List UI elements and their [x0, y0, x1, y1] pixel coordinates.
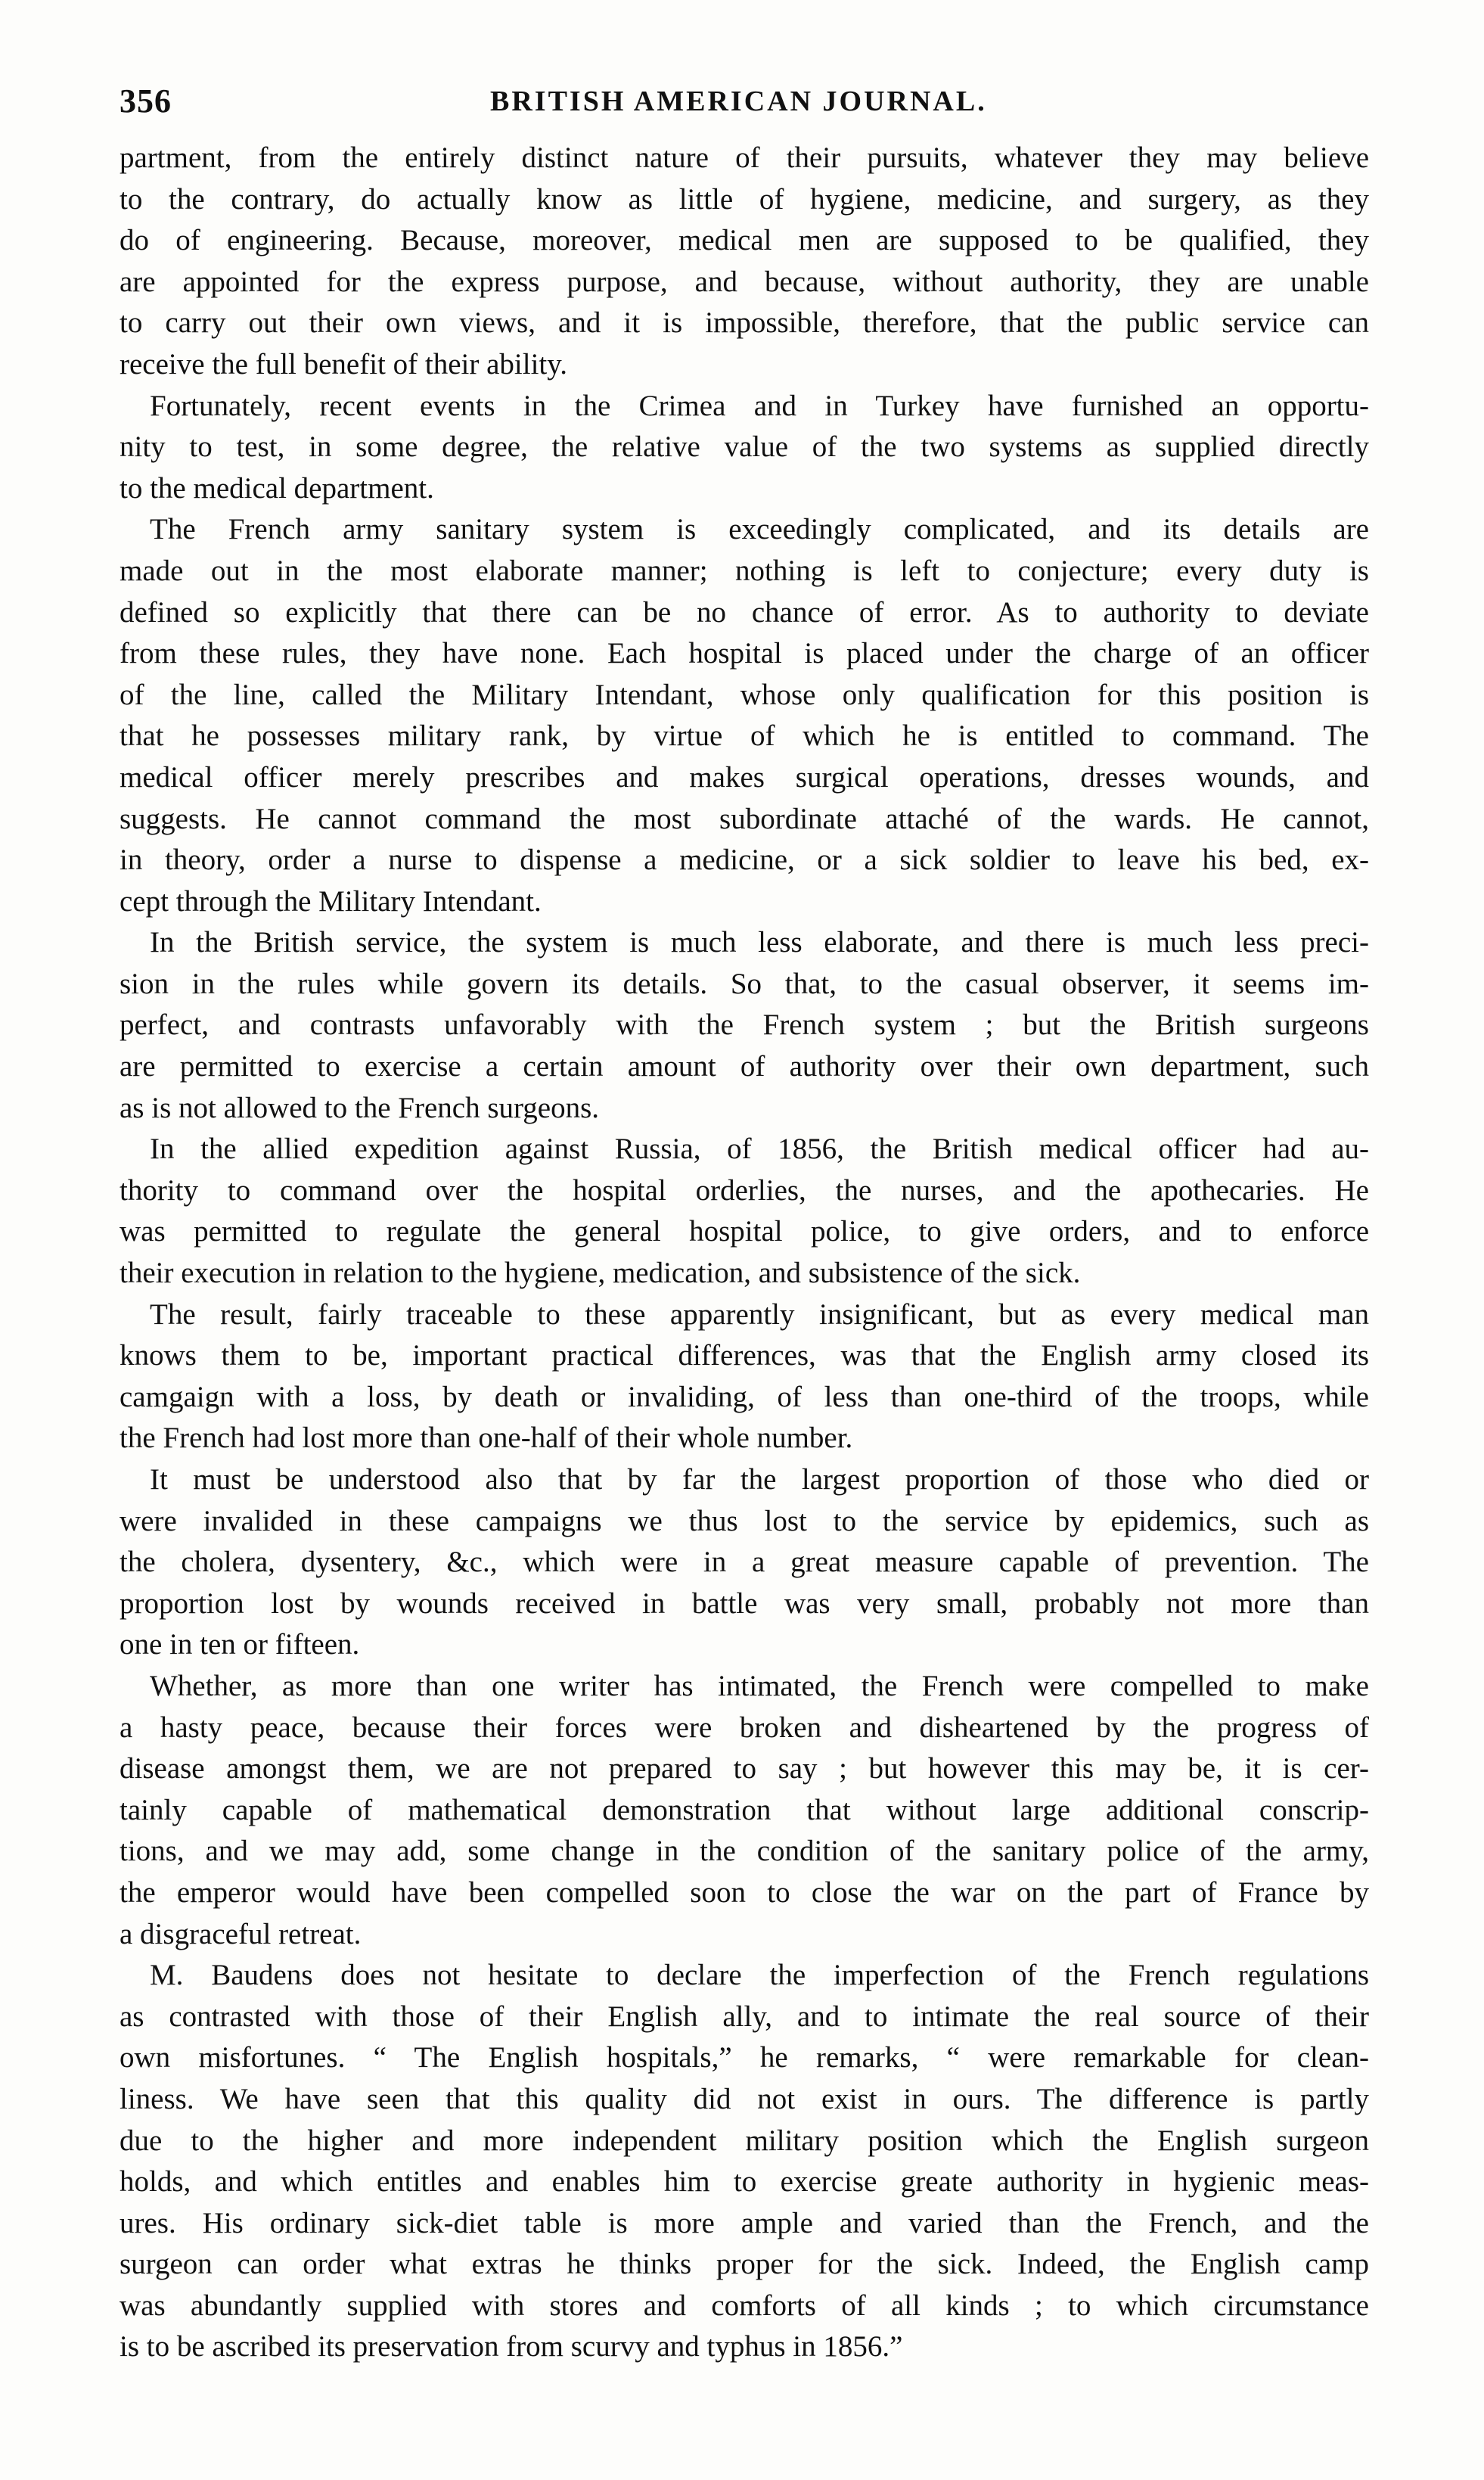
text-line: It must be understood also that by far the largest proportion of those who died or [150, 1463, 1369, 1496]
text-line: In the British service, the system is much less elaborate, and there is much less preci- [150, 926, 1369, 959]
text-line: the cholera, dysentery, &c., which were in a great measure capable of prevention. The [120, 1546, 1369, 1579]
text-line: perfect, and contrasts unfavorably with the French system ; but the British surgeons [120, 1008, 1369, 1042]
text-line: is to be ascribed its preservation from scurvy and typhus in 1856.” [120, 2330, 903, 2363]
text-line: M. Baudens does not hesitate to declare the imperfection of the French regulations [150, 1959, 1369, 1992]
text-line: was permitted to regulate the general hospital police, to give orders, and to enforce [120, 1215, 1369, 1248]
text-line: surgeon can order what extras he thinks proper for the sick. Indeed, the English camp [120, 2248, 1369, 2281]
text-line: a disgraceful retreat. [120, 1917, 362, 1950]
text-line: Whether, as more than one writer has intimated, the French were compelled to make [150, 1669, 1369, 1702]
text-line: made out in the most elaborate manner; nothing is left to conjecture; every duty is [120, 554, 1369, 587]
text-line: suggests. He cannot command the most subordinate attaché of the wards. He cannot, [120, 802, 1369, 835]
text-line: The French army sanitary system is exceedingly complicated, and its details are [150, 513, 1369, 546]
text-line: medical officer merely prescribes and makes surgical operations, dresses wounds, and [120, 760, 1369, 794]
page-header [120, 82, 1368, 127]
text-line: nity to test, in some degree, the relative value of the two systems as supplied directly [120, 430, 1369, 464]
text-line: sion in the rules while govern its details. So that, to the casual observer, it seems im- [120, 967, 1369, 1000]
text-line: as is not allowed to the French surgeons. [120, 1091, 600, 1124]
text-line: are appointed for the express purpose, and because, without authority, they are unable [120, 265, 1369, 298]
text-line: own misfortunes. “ The English hospitals,” he remarks, “ were remarkable for clean- [120, 2041, 1369, 2074]
article-body [120, 138, 1369, 2368]
text-line: their execution in relation to the hygiene, medication, and subsistence of the sick. [120, 1257, 1081, 1290]
text-line: due to the higher and more independent military position which the English surgeon [120, 2124, 1369, 2157]
text-line: to the contrary, do actually know as little of hygiene, medicine, and surgery, as they [120, 182, 1369, 216]
text-line: as contrasted with those of their English ally, and to intimate the real source of their [120, 2000, 1369, 2033]
text-line: of the line, called the Military Intendant, whose only qualification for this position is [120, 678, 1369, 711]
text-line: proportion lost by wounds received in battle was very small, probably not more than [120, 1587, 1369, 1620]
text-line: the French had lost more than one-half of their whole number. [120, 1422, 853, 1455]
text-line: was abundantly supplied with stores and comforts of all kinds ; to which circumstance [120, 2289, 1369, 2322]
text-line: are permitted to exercise a certain amount of authority over their own department, such [120, 1050, 1369, 1083]
running-head: BRITISH AMERICAN JOURNAL. [490, 85, 987, 117]
text-line: a hasty peace, because their forces were broken and disheartened by the progress of [120, 1711, 1369, 1744]
text-line: holds, and which entitles and enables him to exercise greate authority in hygienic meas- [120, 2165, 1369, 2199]
text-line: knows them to be, important practical differences, was that the English army closed its [120, 1339, 1369, 1372]
text-line: cept through the Military Intendant. [120, 884, 542, 918]
page-number: 356 [120, 82, 172, 120]
text-line: receive the full benefit of their ability. [120, 347, 567, 381]
text-line: one in ten or fifteen. [120, 1628, 360, 1661]
text-line: Fortunately, recent events in the Crimea and in Turkey have furnished an opportu- [150, 389, 1369, 422]
text-line: ures. His ordinary sick-diet table is more ample and varied than the French, and the [120, 2206, 1369, 2239]
text-line: from these rules, they have none. Each hospital is placed under the charge of an officer [120, 637, 1369, 670]
text-line: The result, fairly traceable to these apparently insignificant, but as every medical man [150, 1297, 1369, 1331]
text-line: tions, and we may add, some change in the condition of the sanitary police of the army, [120, 1835, 1369, 1868]
text-line: camgaign with a loss, by death or invaliding, of less than one-third of the troops, while [120, 1380, 1369, 1413]
text-line: that he possesses military rank, by virtue of which he is entitled to command. The [120, 719, 1369, 753]
text-line: to the medical department. [120, 471, 434, 505]
text-line: liness. We have seen that this quality did not exist in ours. The difference is partly [120, 2082, 1369, 2115]
text-line: partment, from the entirely distinct nature of their pursuits, whatever they may believe [120, 141, 1369, 174]
text-line: to carry out their own views, and it is impossible, therefore, that the public service can [120, 306, 1369, 340]
text-line: do of engineering. Because, moreover, medical men are supposed to be qualified, they [120, 224, 1369, 257]
text-line: the emperor would have been compelled soon to close the war on the part of France by [120, 1876, 1369, 1909]
text-line: In the allied expedition against Russia, of 1856, the British medical officer had au- [150, 1133, 1369, 1166]
text-line: were invalided in these campaigns we thus lost to the service by epidemics, such as [120, 1504, 1369, 1537]
text-line: tainly capable of mathematical demonstration that without large additional conscrip- [120, 1793, 1369, 1826]
text-line: defined so explicitly that there can be no chance of error. As to authority to deviate [120, 595, 1369, 629]
text-line: disease amongst them, we are not prepared to say ; but however this may be, it is cer- [120, 1752, 1369, 1785]
text-line: in theory, order a nurse to dispense a medicine, or a sick soldier to leave his bed, ex- [120, 844, 1369, 877]
text-line: thority to command over the hospital orderlies, the nurses, and the apothecaries. He [120, 1173, 1369, 1207]
